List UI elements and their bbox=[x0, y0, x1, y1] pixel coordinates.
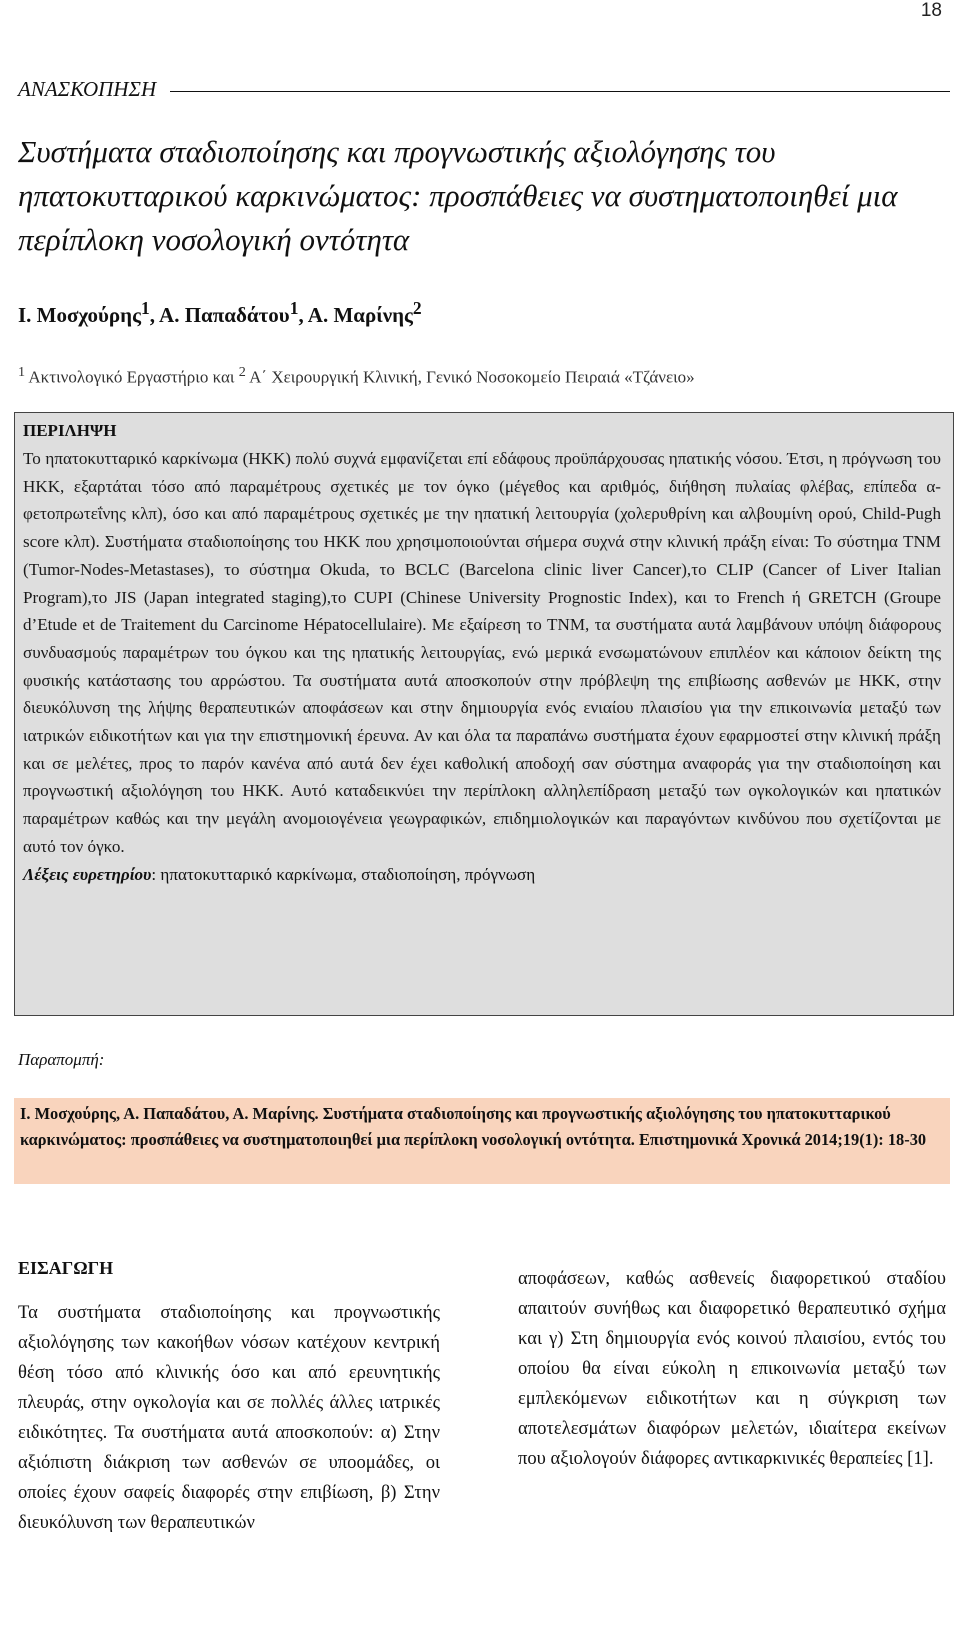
author-1: Ι. Μοσχούρης bbox=[18, 303, 141, 327]
keywords-colon: : bbox=[151, 864, 161, 884]
author-2-affiliation: 1 bbox=[289, 298, 299, 318]
citation-box: Ι. Μοσχούρης, Α. Παπαδάτου, Α. Μαρίνης. Συστήματα σταδιοποίησης και προγνωστικής αξιολόγησης του ηπατοκυτταρικού καρκινώματος: προσπάθειες να συστηματοποιηθεί μια περίπλοκη νοσολογική οντότητα. Επιστημονικά Χρονικά 2014;19(1): 18-30 bbox=[14, 1098, 950, 1184]
affiliations bbox=[18, 364, 695, 388]
section-header bbox=[18, 74, 950, 104]
keywords-label: Λέξεις ευρετηρίου bbox=[23, 864, 152, 884]
affiliation-marker-1: 1 bbox=[18, 364, 26, 380]
affiliation-text-1: Ακτινολογικό Εργαστήριο και bbox=[25, 367, 239, 387]
intro-right-text: αποφάσεων, καθώς ασθενείς διαφορετικού σταδίου απαιτούν συνήθως και διαφορετικό θεραπευτικό σχήμα και γ) Στη δημιουργία ενός κοινού πλαισίου, εντός του οποίου θα είναι εύκολη η επικοινωνία μεταξύ των εμπλεκόμενων ειδικοτήτων και η σύγκριση των αποτελεσμάτων διαφόρων μελετών, ιδιαίτερα εκείνων που αξιολογούν διάφορες αντικαρκινικές θεραπείες [1]. bbox=[518, 1268, 946, 1469]
page-number: 18 bbox=[920, 0, 942, 21]
author-3-affiliation: 2 bbox=[412, 298, 422, 318]
author-3: Α. Μαρίνης bbox=[307, 303, 413, 327]
intro-left-column bbox=[18, 1256, 440, 1538]
author-1-affiliation: 1 bbox=[140, 298, 150, 318]
intro-heading: ΕΙΣΑΓΩΓΗ bbox=[18, 1258, 114, 1278]
intro-left-text: Τα συστήματα σταδιοποίησης και προγνωστικής αξιολόγησης των κακοήθων νόσων κατέχουν κεντρική θέση τόσο από κλινικής όσο και από ερευνητικής πλευράς, στην ογκολογία και σε πολλές άλλες ιατρικές ειδικότητες. Τα συστήματα αυτά αποσκοπούν: α) Στην αξιόπιστη διάκριση των ασθενών σε υποομάδες, οι οποίες έχουν σαφείς διαφορές στην επιβίωση, β) Στην διευκόλυνση των θεραπευτικών bbox=[18, 1302, 440, 1533]
author-separator: , bbox=[149, 303, 160, 327]
keywords-list: ηπατοκυτταρικό καρκίνωμα, σταδιοποίηση, πρόγνωση bbox=[160, 864, 536, 884]
section-rule bbox=[170, 91, 950, 92]
author-separator: , bbox=[298, 303, 308, 327]
authors bbox=[18, 298, 422, 328]
citation-label: Παραπομπή: bbox=[18, 1050, 105, 1069]
keywords bbox=[23, 861, 941, 888]
affiliation-text-2: Α΄ Χειρουργική Κλινική, Γενικό Νοσοκομείο Πειραιά «Τζάνειο» bbox=[245, 367, 695, 387]
abstract-heading: ΠΕΡΙΛΗΨΗ bbox=[23, 421, 117, 440]
abstract-body: Το ηπατοκυτταρικό καρκίνωμα (ΗΚΚ) πολύ συχνά εμφανίζεται επί εδάφους προϋπάρχουσας ηπατικής νόσου. Έτσι, η πρόγνωση του ΗΚΚ, εξαρτάται τόσο από παραμέτρους σχετικές με τον όγκο (μέγεθος και αριθμός, διήθηση πυλαίας φλέβας, επίπεδα α-φετοπρωτεΐνης κλπ), όσο και από παραμέτρους σχετικές με την ηπατική λειτουργία (χολερυθρίνη και αλβουμίνη ορού, Child-Pugh score κλπ). Συστήματα σταδιοποίησης του ΗΚΚ που χρησιμοποιούνται σήμερα συχνά στην κλινική πράξη είναι: Το σύστημα TNM (Tumor-Nodes-Metastases), το σύστημα Okuda, το BCLC (Barcelona clinic liver Cancer),το CLIP (Cancer of Liver Italian Program),το JIS (Japan integrated staging),το CUPI (Chinese University Prognostic Index), και το French ή GRETCH (Groupe d’Etude et de Traitement du Carcinome Hépatocellulaire). Με εξαίρεση το TNM, τα συστήματα αυτά λαμβάνουν υπόψη διάφορους συνδυασμούς παραμέτρων του όγκου και της ηπατικής λειτουργίας, ενώ μερικά ενσωματώνουν επιπλέον και κάποιον δείκτη της φυσικής κατάστασης του αρρώστου. Τα συστήματα αυτά αποσκοπούν στην πρόβλεψη της επιβίωσης ασθενών με ΗΚΚ, στην διευκόλυνση της λήψης θεραπευτικών αποφάσεων και στην δημιουργία ενός ενιαίου πλαισίου για την επικοινωνία μεταξύ των ιατρικών ειδικοτήτων και για την επιστημονική έρευνα. Αν και όλα τα παραπάνω συστήματα έχουν εφαρμοστεί στην κλινική πράξη και σε μελέτες, προς το παρόν κανένα από αυτά δεν έχει καθολική αποδοχή σαν σύστημα αναφοράς για την σταδιοποίηση και προγνωστική αξιολόγηση του ΗΚΚ. Αυτό καταδεικνύει την περίπλοκη αλληλεπίδραση μεταξύ των ογκολογικών και ηπατικών παραμέτρων καθώς και την μεγάλη ανομοιογένεια γεωγραφικών, επιδημιολογικών και παραγόντων κινδύνου που σχετίζονται με αυτό τον όγκο. bbox=[23, 449, 941, 856]
affiliation-marker-2: 2 bbox=[238, 364, 246, 380]
intro-right-column bbox=[518, 1264, 946, 1474]
article-title: Συστήματα σταδιοποίησης και προγνωστικής αξιολόγησης του ηπατοκυτταρικού καρκινώματος: προσπάθειες να συστηματοποιηθεί μια περίπλοκη νοσολογική οντότητα bbox=[18, 134, 898, 257]
author-2: Α. Παπαδάτου bbox=[159, 303, 290, 327]
section-label: ΑΝΑΣΚΟΠΗΣΗ bbox=[18, 76, 157, 101]
abstract-box bbox=[14, 412, 954, 1016]
